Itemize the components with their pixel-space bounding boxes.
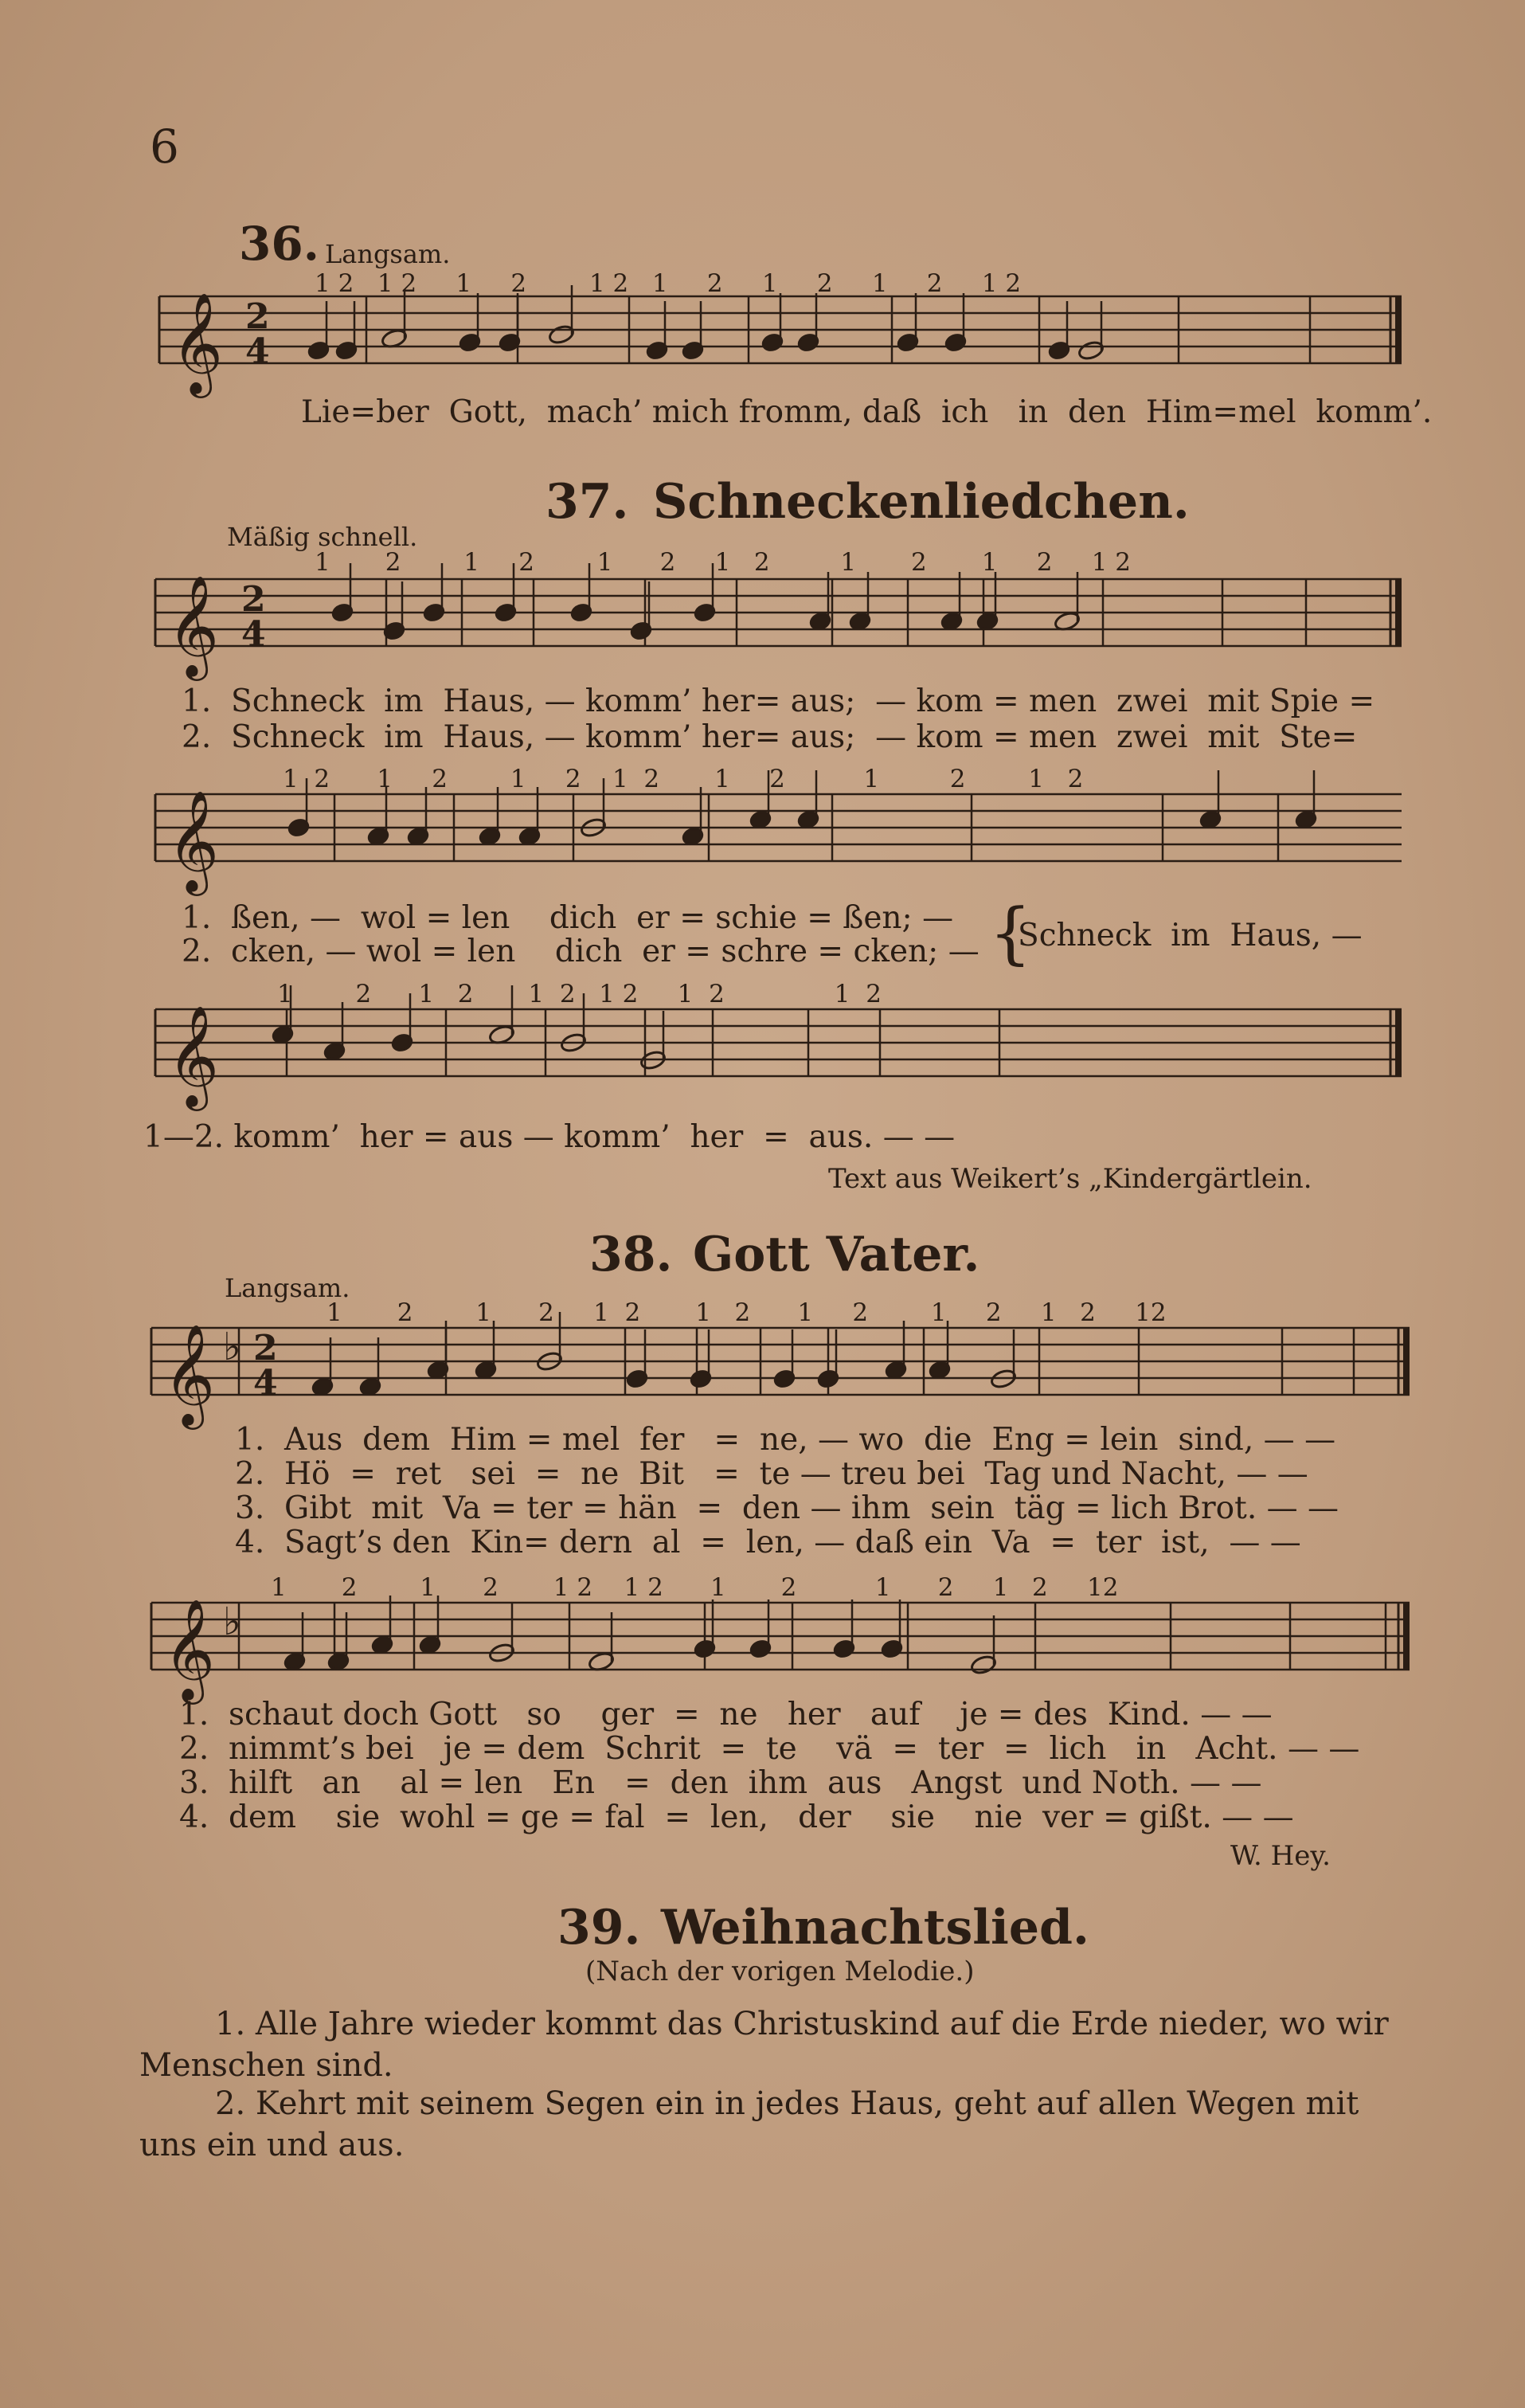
page-number: 6 (150, 119, 179, 174)
song-38-verse4-line1: 4. Sagt’s den Kin= dern al = len, — daß ein Va = ter ist, — — (235, 1525, 1301, 1560)
song-38-fingering-2: 1 2 1 2 1 2 1 2 1 2 1 2 1 2 12 (271, 1573, 1119, 1602)
song-37-credit: Text aus Weikert’s „Kindergärtlein. (828, 1163, 1312, 1195)
svg-text:4: 4 (253, 1363, 278, 1404)
svg-text:2: 2 (253, 1328, 278, 1368)
song-37-title: Schneckenliedchen. (653, 474, 1190, 530)
song-39-title: Weihnachtslied. (661, 1900, 1089, 1956)
song-37-tempo: Mäßig schnell. (227, 522, 418, 552)
svg-text:2: 2 (241, 579, 266, 620)
song-37-lyrics-5: 1—2. komm’ her = aus — komm’ her = aus. — — (143, 1119, 956, 1155)
song-38-verse3-line1: 3. Gibt mit Va = ter = hän = den — ihm sein täg = lich Brot. — — (235, 1490, 1339, 1526)
song-36-lyrics: Lie=ber Gott, mach’ mich fromm, daß ich in den Him=mel komm’. (301, 394, 1433, 430)
song-37-staff-1 (147, 562, 1410, 681)
song-38-verse3-line2: 3. hilft an al = len En = den ihm aus Angst und Noth. — — (179, 1765, 1262, 1801)
song-36-staff (151, 279, 1410, 398)
time-signature (245, 296, 270, 372)
treble-clef-icon: 𝄞 (163, 1323, 216, 1425)
song-39-number: 39. (557, 1900, 641, 1956)
song-36-number: 36. (239, 217, 319, 271)
treble-clef-icon: 𝄞 (167, 1004, 220, 1106)
song-37-fingering-1: 1 2 1 2 1 2 1 2 1 2 1 2 1 2 (315, 548, 1132, 577)
song-37-staff-3 (147, 992, 1410, 1111)
time-signature (253, 1328, 278, 1404)
time-signature (241, 579, 266, 655)
treble-clef-icon: 𝄞 (167, 574, 220, 676)
song-38-staff-2 (143, 1585, 1410, 1705)
svg-text:4: 4 (245, 331, 270, 372)
song-38-verse1-line1: 1. Aus dem Him = mel fer = ne, — wo die Eng = lein sind, — — (235, 1422, 1336, 1458)
flat-icon: ♭ (223, 1325, 241, 1369)
song-37-staff-2 (147, 777, 1410, 896)
song-38-staff-1 (143, 1310, 1410, 1430)
song-38-credit: W. Hey. (1230, 1840, 1331, 1872)
song-37-lyrics-1: 1. Schneck im Haus, — komm’ her= aus; — kom = men zwei mit Spie = (182, 683, 1375, 719)
song-37-lyrics-4: 2. cken, — wol = len dich er = schre = cken; — (182, 934, 980, 969)
song-38-verse1-line2: 1. schaut doch Gott so ger = ne her auf je = des Kind. — — (179, 1697, 1273, 1733)
song-36-tempo: Langsam. (325, 239, 451, 269)
song-37-fingering-3: 1 2 1 2 1 2 1 2 1 2 1 2 (277, 980, 882, 1008)
svg-text:2: 2 (245, 296, 270, 337)
song-38-fingering-1: 1 2 1 2 1 2 1 2 1 2 1 2 1 2 12 (327, 1298, 1167, 1327)
song-39-verse-2: 2. Kehrt mit seinem Segen ein in jedes Haus, geht auf allen Wegen mit uns ein und aus. (139, 2085, 1359, 2163)
song-39-subtitle: (Nach der vorigen Melodie.) (585, 1956, 975, 1987)
song-37-lyrics-3: 1. ßen, — wol = len dich er = schie = ßen; — (182, 900, 954, 936)
treble-clef-icon: 𝄞 (163, 1598, 216, 1700)
treble-clef-icon: 𝄞 (167, 789, 220, 891)
song-39-verse-1: 1. Alle Jahre wieder kommt das Christuskind auf die Erde nieder, wo wir Menschen sind. (139, 2006, 1389, 2084)
song-37-number: 37. (545, 474, 629, 530)
brace-icon: { (989, 894, 1032, 972)
song-37-lyrics-2: 2. Schneck im Haus, — komm’ her= aus; — kom = men zwei mit Ste= (182, 719, 1358, 755)
svg-text:4: 4 (241, 614, 266, 655)
flat-icon: ♭ (223, 1599, 241, 1644)
song-38-title: Gott Vater. (693, 1227, 980, 1282)
song-36-fingering: 1 2 1 2 1 2 1 2 1 2 1 2 1 2 1 2 (315, 269, 1022, 298)
song-38-verse2-line2: 2. nimmt’s bei je = dem Schrit = te vä = ter = lich in Acht. — — (179, 1731, 1360, 1767)
song-38-verse4-line2: 4. dem sie wohl = ge = fal = len, der sie nie ver = gißt. — — (179, 1799, 1294, 1835)
song-38-number: 38. (589, 1227, 673, 1282)
song-38-tempo: Langsam. (225, 1273, 350, 1303)
song-38-verse2-line1: 2. Hö = ret sei = ne Bit = te — treu bei Tag und Nacht, — — (235, 1456, 1308, 1492)
song-37-refrain: Schneck im Haus, — (1018, 918, 1363, 953)
treble-clef-icon: 𝄞 (171, 292, 224, 394)
song-37-fingering-2: 1 2 1 2 1 2 1 2 1 2 1 2 1 2 (283, 765, 1084, 793)
